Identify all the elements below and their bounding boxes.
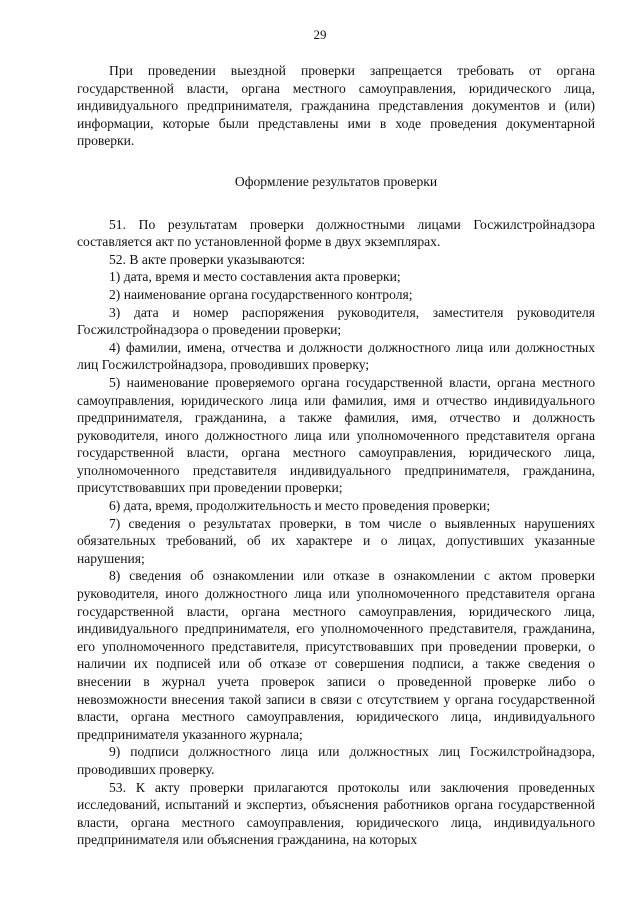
section-heading: Оформление результатов проверки	[234, 173, 438, 189]
paragraph-52: 52. В акте проверки указываются:	[109, 251, 306, 267]
document-body	[77, 62, 595, 849]
list-item-7: 7) сведения о результатах проверки, в том числе о выявленных нарушениях обязательных требований, об их характере и о лицах, допустивших указанные нарушения;	[77, 515, 595, 566]
list-item-1: 1) дата, время и место составления акта проверки;	[109, 269, 401, 285]
list-item-2: 2) наименование органа государственного контроля;	[109, 286, 413, 302]
list-item-6: 6) дата, время, продолжительность и место проведения проверки;	[109, 498, 491, 514]
paragraph-53: 53. К акту проверки прилагаются протоколы или заключения проведенных исследований, испытаний и экспертиз, объяснения работников органа государственной власти, органа местного самоуправления, юридического лица, индивидуального предпринимателя или объяснения гражданина, на которых	[77, 779, 595, 848]
list-item-8: 8) сведения об ознакомлении или отказе в ознакомлении с актом проверки руководителя, иного должностного лица или уполномоченного представителя органа государственной власти, органа местного самоуправления, юридического лица, индивидуального предпринимателя, его уполномоченного представителя, гражданина, его уполномоченного представителя, присутствовавших при проведении проверки, о наличии их подписей или об отказе от совершения подписи, а также сведения о внесении в журнал учета проверок записи о проведенной проверке либо о невозможности внесения такой записи в связи с отсутствием у органа государственной власти, органа местного самоуправления, юридического лица, индивидуального предпринимателя указанного журнала;	[77, 568, 595, 742]
list-item-9: 9) подписи должностного лица или должностных лиц Госжилстройнадзора, проводивших проверку.	[77, 744, 595, 777]
list-item-3: 3) дата и номер распоряжения руководителя, заместителя руководителя Госжилстройнадзора о проведении проверки;	[77, 304, 595, 338]
page-number: 29	[313, 27, 327, 42]
intro-paragraph: При проведении выездной проверки запрещается требовать от органа государственной власти, органа местного самоуправления, юридического лица, индивидуального предпринимателя, гражданина представления документов и (или) информации, которые были представлены ими в ходе проведения документарной проверки.	[77, 63, 595, 149]
list-item-4: 4) фамилии, имена, отчества и должности должностного лица или должностных лиц Госжилстройнадзора, проводивших проверку;	[77, 339, 595, 373]
list-item-5: 5) наименование проверяемого органа государственной власти, органа местного самоуправления, юридического лица или фамилия, имя и отчество индивидуального предпринимателя, гражданина, а также фамилия, имя, отчество и должность руководителя, иного должностного лица или уполномоченного представителя органа государственной власти, органа местного самоуправления, юридического лица, уполномоченного представителя индивидуального предпринимателя, гражданина, присутствовавших при проведении проверки;	[77, 374, 595, 496]
paragraph-51: 51. По результатам проверки должностными лицами Госжилстройнадзора составляется акт по установленной форме в двух экземплярах.	[77, 216, 595, 250]
